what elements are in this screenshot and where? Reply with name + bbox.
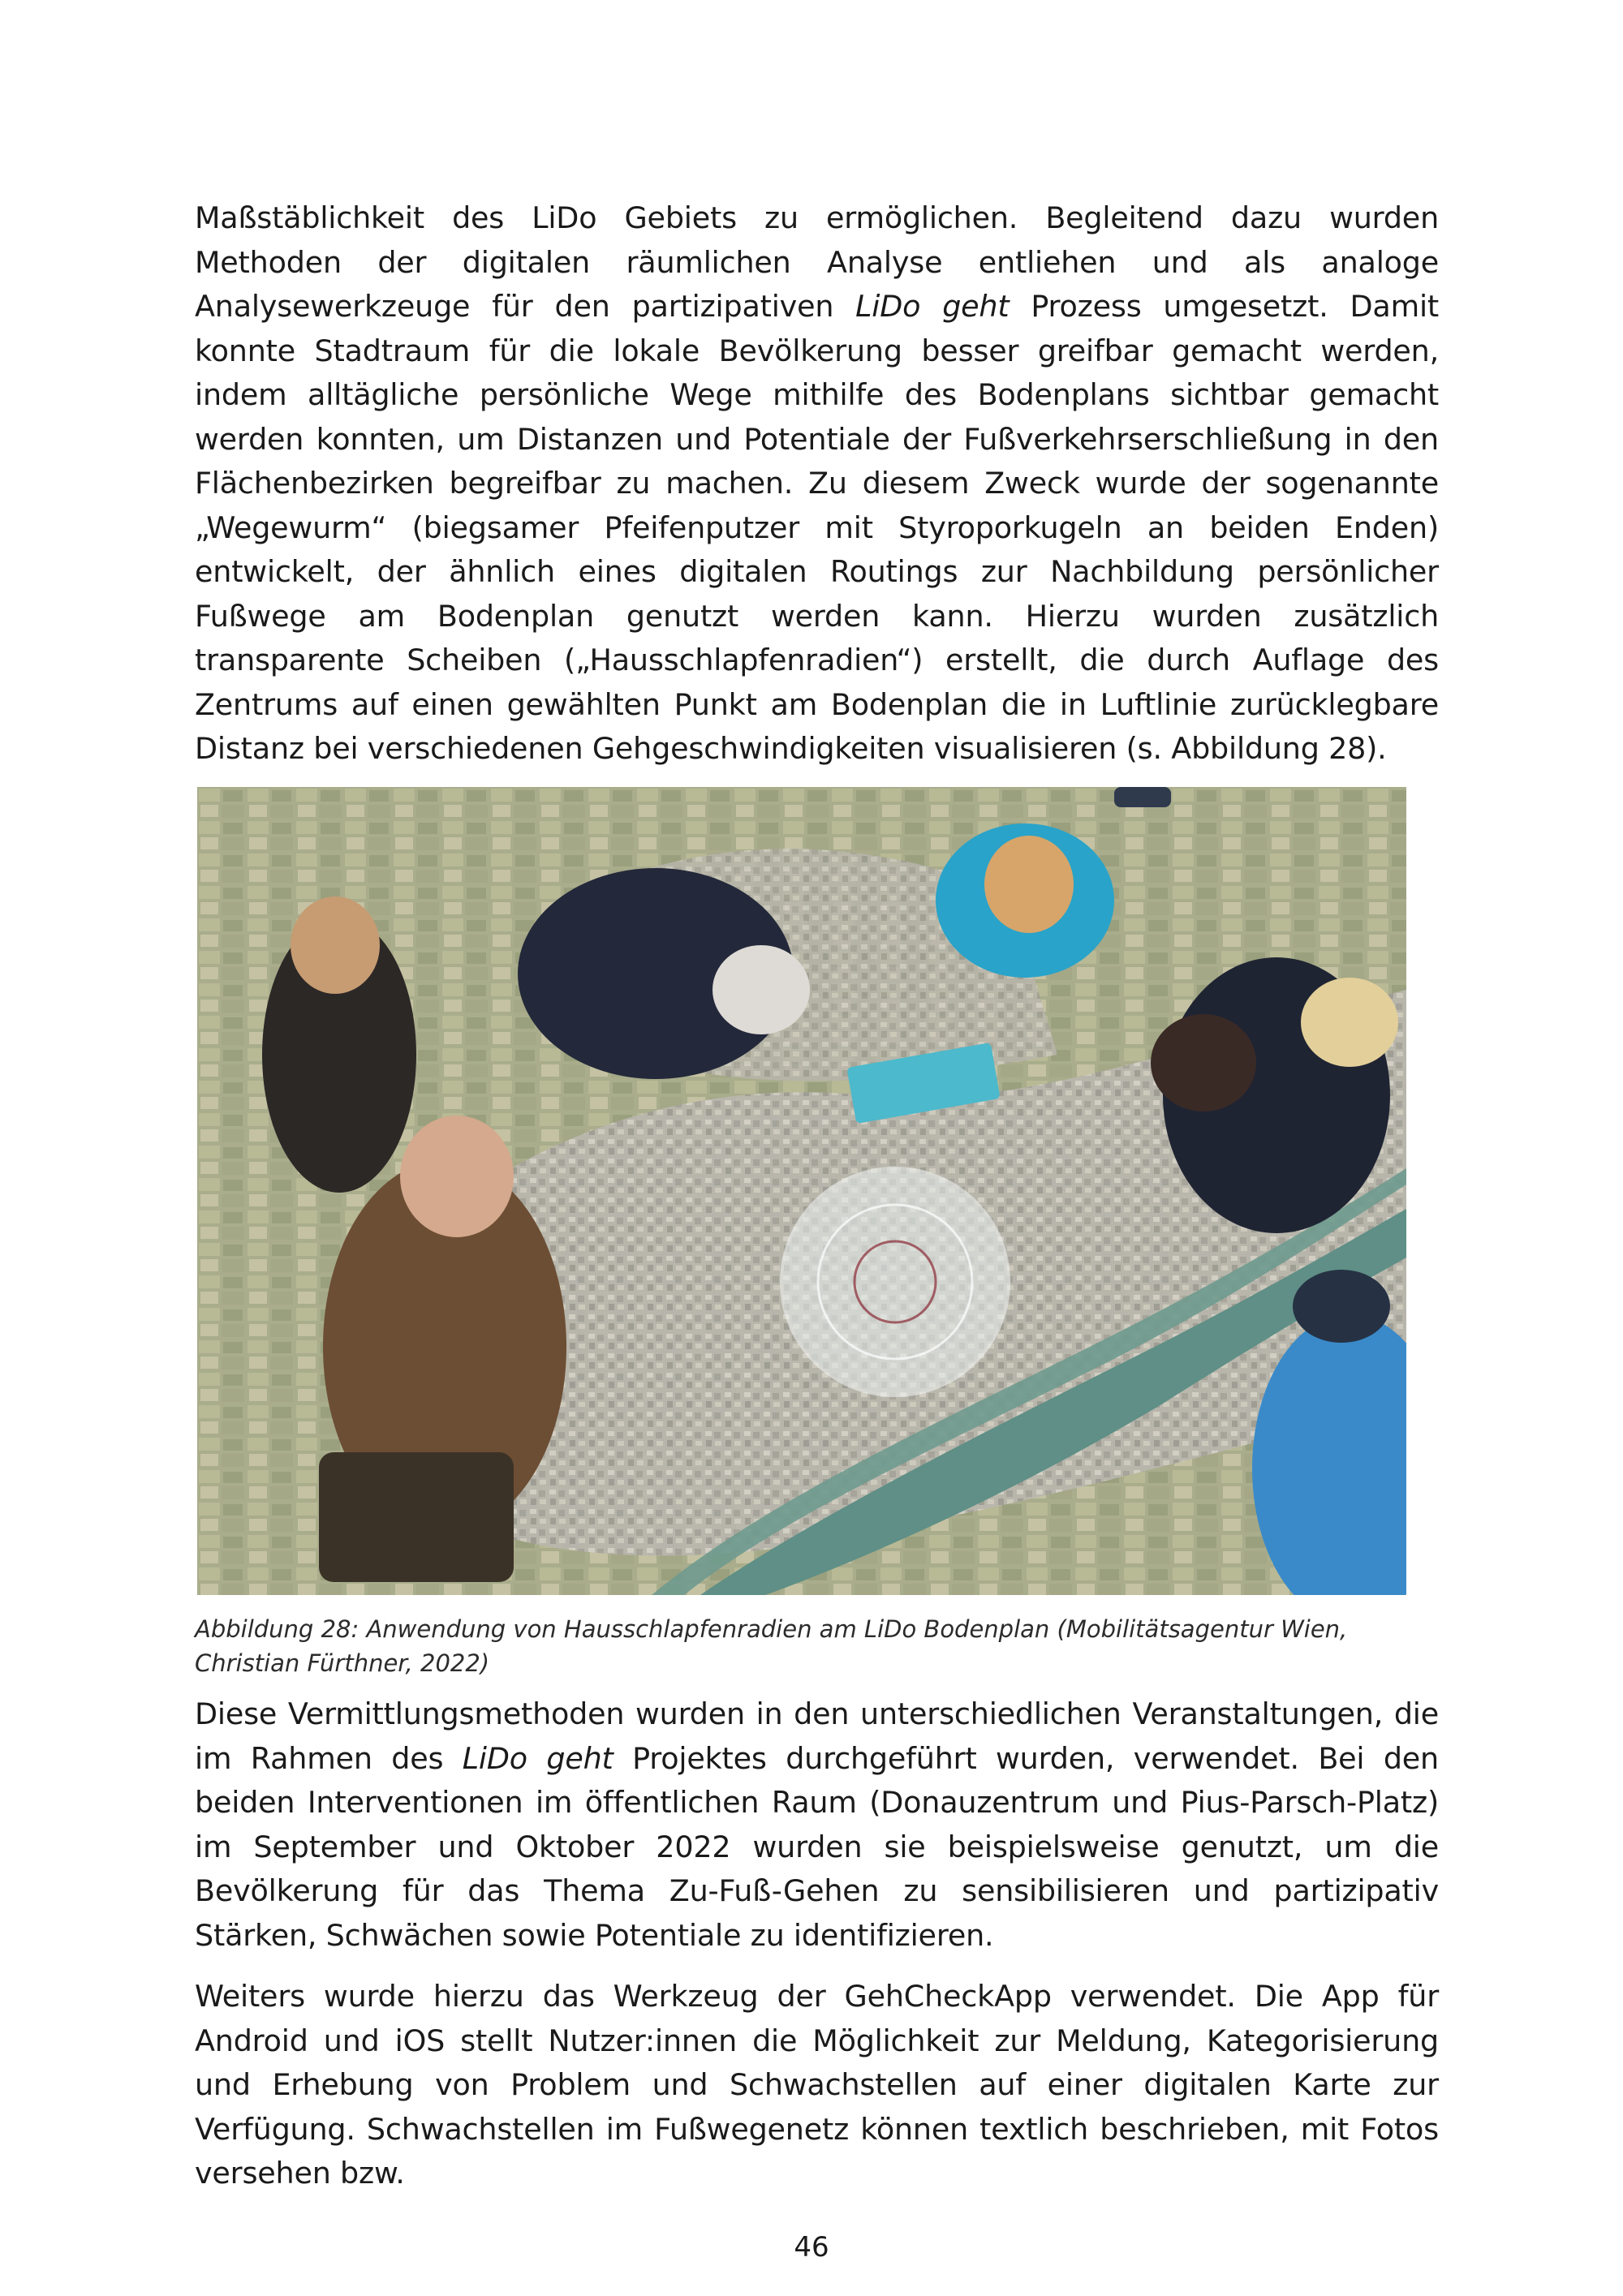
- figure-caption: Abbildung 28: Anwendung von Hausschlapfenradien am LiDo Bodenplan (Mobilitätsagentur Wien, Christian Fürthner, 2022): [195, 1615, 1348, 1677]
- paragraph-text: Prozess umgesetzt. Damit konnte Stadtraum für die lokale Bevölkerung besser greifbar gemacht werden, indem alltägliche persönliche Wege mithilfe des Bodenplans sichtbar gemacht werden konnten, um Distanzen und Potentiale der Fußverkehrserschließung in den Flächenbezirken begreifbar zu machen. Zu diesem Zweck wurde der sogenannte „Wegewurm“ (biegsamer Pfeifenputzer mit Styroporkugeln an beiden Enden) entwickelt, der ähnlich eines digitalen Routings zur Nachbildung persönlicher Fußwege am Bodenplan genutzt werden kann. Hierzu wurden zusätzlich transparente Scheiben („Hausschlapfenradien“) erstellt, die durch Auflage des Zentrums auf einen gewählten Punkt am Bodenplan die in Luftlinie zurücklegbare Distanz bei verschiedenen Gehgeschwindigkeiten visualisieren (s. Abbildung 28).: [195, 289, 1439, 766]
- paragraph-text: Projektes durchgeführt wurden, verwendet. Bei den beiden Interventionen im öffentlichen Raum (Donauzentrum und Pius-Parsch-Platz) im September und Oktober 2022 wurden sie beispielsweise genutzt, um die Bevölkerung für das Thema Zu-Fuß-Gehen zu sensibilisieren und partizipativ Stärken, Schwächen sowie Potentiale zu identifizieren.: [195, 1740, 1439, 1953]
- paragraph-text: Weiters wurde hierzu das Werkzeug der GehCheckApp verwendet. Die App für Android und iOS stellt Nutzer:innen die Möglichkeit zur Meldung, Kategorisierung und Erhebung von Problem und Schwachstellen auf einer digitalen Karte zur Verfügung. Schwachstellen im Fußwegenetz können textlich beschrieben, mit Fotos versehen bzw.: [195, 1979, 1439, 2191]
- page-number: 46: [794, 2231, 829, 2264]
- body-paragraph-3: [195, 1975, 1439, 2196]
- project-name-emphasis: LiDo geht: [462, 1740, 613, 1776]
- body-paragraph-2: [195, 1692, 1439, 1958]
- paragraph-text: Diese Vermittlungsmethoden wurden in den unterschiedlichen Veranstaltungen, die im Rahmen des: [195, 1696, 1439, 1776]
- figure-photo: [197, 787, 1406, 1595]
- body-paragraph-1: [195, 196, 1439, 772]
- paragraph-text: Maßstäblichkeit des LiDo Gebiets zu ermöglichen. Begleitend dazu wurden Methoden der digitalen räumlichen Analyse entliehen und als analoge Analysewerkzeuge für den partizipativen: [195, 200, 1439, 324]
- project-name-emphasis: LiDo geht: [855, 289, 1010, 324]
